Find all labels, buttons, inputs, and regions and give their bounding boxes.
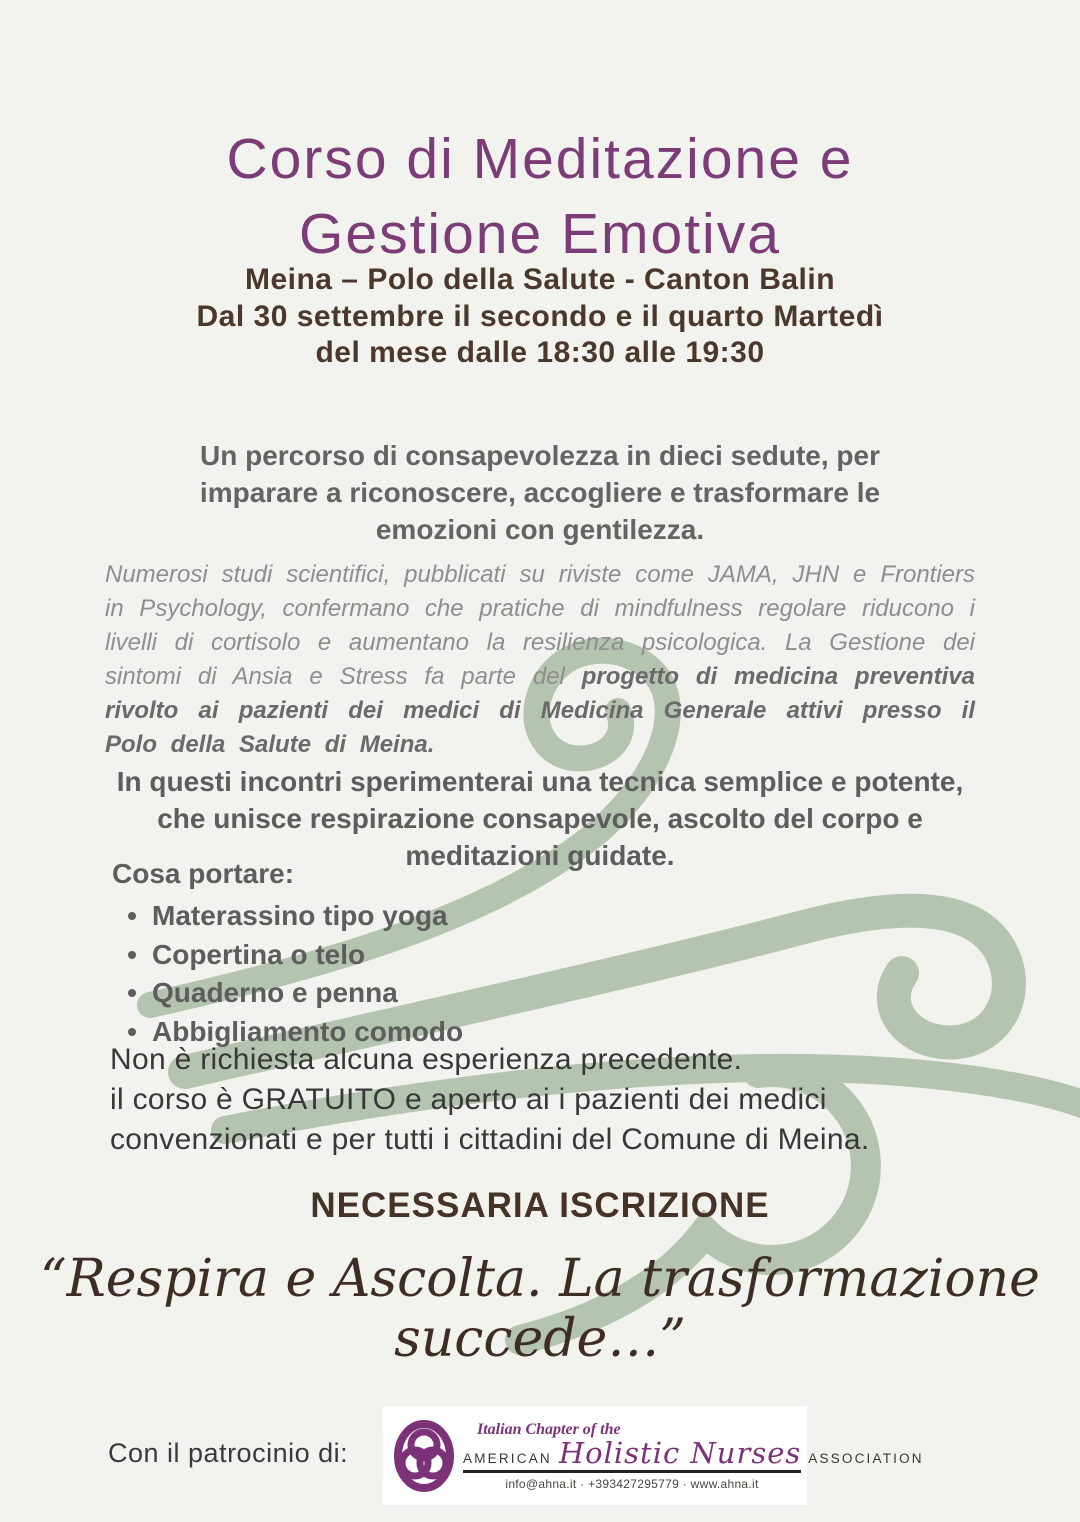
bullet-icon: •: [127, 938, 137, 970]
evidence-paragraph: [0, 558, 1080, 762]
logo-text-block: [463, 1420, 924, 1491]
quote-line-1: “Respira e Ascolta. La trasformazione: [40, 1249, 1040, 1309]
patronage-label: Con il patrocinio di:: [108, 1438, 349, 1468]
poster-title: [0, 122, 1080, 272]
info-line-1: Non è richiesta alcuna esperienza precedente.: [110, 1043, 743, 1076]
venue-line: Meina – Polo della Salute - Canton Balin: [244, 263, 836, 296]
info-paragraph: [110, 1040, 970, 1160]
quote-text: [0, 1250, 1080, 1370]
logo-american-label: AMERICAN: [463, 1450, 552, 1466]
list-item: [112, 937, 960, 973]
list-item-label: Abbigliamento comodo: [152, 1015, 464, 1047]
technique-text: In questi incontri sperimenterai una tecnica semplice e potente, che unisce respirazione consapevole, ascolto del corpo e meditazioni guidate.: [116, 766, 964, 871]
list-item-label: Materassino tipo yoga: [152, 900, 448, 932]
evidence-normal-text: Numerosi studi scientifici, pubblicati su riviste come JAMA, JHN e Frontiers in Psychology, confermano che pratiche di mindfulness regolare riducono i livelli di cortisolo e aumentano la resilienza psicologica. La Gestione dei sintomi di Ansia e Stress fa parte del: [105, 561, 975, 691]
bullet-icon: •: [127, 1015, 137, 1047]
logo-contacts: info@ahna.it · +393427295779 · www.ahna.it: [505, 1476, 759, 1491]
venue-line: del mese dalle 18:30 alle 19:30: [315, 336, 765, 370]
trefoil-icon: [393, 1419, 455, 1493]
info-line-2: il corso è GRATUITO e aperto ai i pazienti dei medici convenzionati e per tutti i cittadini del Comune di Meina.: [110, 1082, 870, 1156]
list-item-label: Quaderno e penna: [152, 977, 398, 1009]
list-item: [112, 898, 960, 934]
logo-main-line: [463, 1435, 924, 1473]
bullet-icon: •: [127, 900, 137, 932]
venue-schedule: [0, 262, 1080, 372]
bring-list: [112, 898, 960, 1050]
bring-heading: Cosa portare:: [112, 858, 295, 889]
logo-chapter-label: Italian Chapter of the: [477, 1420, 621, 1438]
title-line-1: Corso di Meditazione e: [226, 127, 854, 192]
evidence-bold-text: progetto di medicina preventiva rivolto ai pazienti dei medici di Medicina Generale attivi presso il Polo della Salute di Meina.: [105, 663, 975, 759]
title-line-2: Gestione Emotiva: [299, 202, 781, 267]
quote-line-2: succede…”: [394, 1308, 686, 1369]
list-item-label: Copertina o telo: [152, 938, 366, 970]
intro-text: Un percorso di consapevolezza in dieci sedute, per imparare a riconoscere, accogliere e trasformare le emozioni con gentilezza.: [199, 440, 881, 545]
logo-holistic-nurses-label: Holistic Nurses: [558, 1435, 802, 1470]
venue-line: Dal 30 settembre il secondo e il quarto Martedì: [196, 299, 884, 333]
bring-section: [112, 856, 960, 1052]
bullet-icon: •: [127, 977, 137, 1009]
list-item: [112, 975, 960, 1011]
logo-association-label: ASSOCIATION: [808, 1450, 924, 1466]
registration-heading: NECESSARIA ISCRIZIONE: [310, 1186, 770, 1225]
ahna-logo: [383, 1406, 924, 1505]
